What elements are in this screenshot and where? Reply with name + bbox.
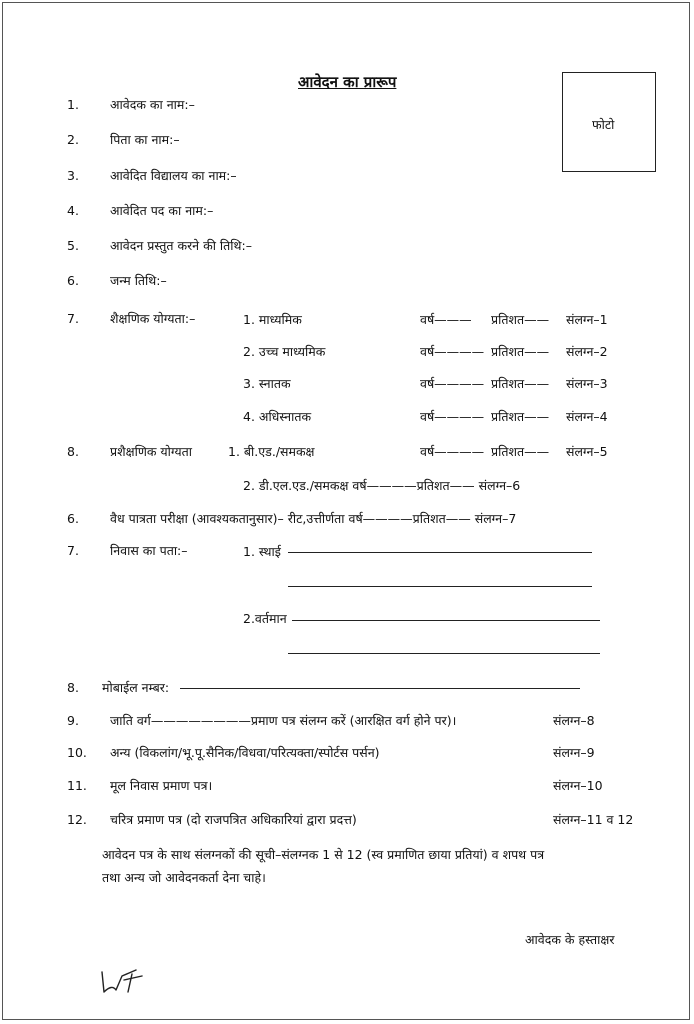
training-row-2: 2. डी.एल.एड./समकक्ष वर्ष————प्रतिशत—— संलग्न–6 [243,478,521,493]
character-enclosure: संलग्न–11 व 12 [553,812,634,827]
address-permanent-label: 1. स्थाई [243,544,281,559]
caste-enclosure: संलग्न–8 [553,713,595,728]
field-1-label: आवेदक का नाम:– [110,97,195,112]
caste-text: जाति वर्ग————————प्रमाण पत्र संलग्न करें (आरक्षित वर्ग होने पर)। [110,713,457,728]
domicile-text: मूल निवास प्रमाण पत्र। [110,778,213,793]
note-line-1: आवेदन पत्र के साथ संलग्नकों की सूची–संलग्नक 1 से 12 (स्व प्रमाणित छाया प्रतियां) व शपथ पत्र [102,847,545,862]
education-label: शैक्षणिक योग्यता:– [110,311,196,326]
field-4-number: 4. [67,203,79,218]
education-enclosure: संलग्न–4 [566,409,608,424]
address-number: 7. [67,543,79,558]
mobile-line [180,688,580,689]
education-percent: प्रतिशत—— [491,409,550,424]
training-label: प्रशैक्षणिक योग्यता [110,444,193,459]
education-number: 7. [67,311,79,326]
eligibility-text: वैध पात्रता परीक्षा (आवश्यकतानुसार)– रीट,उत्तीर्णता वर्ष————प्रतिशत—— संलग्न–7 [110,511,517,526]
address-current-line [292,620,600,621]
note-line-2: तथा अन्य जो आवेदनकर्ता देना चाहे। [102,870,266,885]
other-text: अन्य (विकलांग/भू.पू.सैनिक/विधवा/परित्यक्ता/स्पोर्टस पर्सन) [110,745,380,760]
address-current-label: 2.वर्तमान [243,611,287,626]
address-current-line-2 [288,653,600,654]
field-4-label: आवेदित पद का नाम:– [110,203,214,218]
address-label: निवास का पता:– [110,543,188,558]
other-enclosure: संलग्न–9 [553,745,595,760]
signature-label: आवेदक के हस्ताक्षर [525,932,615,947]
mobile-label: मोबाईल नम्बर: [102,680,170,695]
education-year: वर्ष——— [420,312,472,327]
training-enclosure: संलग्न–5 [566,444,608,459]
training-level: 1. बी.एड./समकक्ष [228,444,315,459]
field-6-label: जन्म तिथि:– [110,273,167,288]
field-3-number: 3. [67,168,79,183]
handwritten-initials [98,966,148,996]
photo-label: फोटो [592,117,615,132]
field-2-label: पिता का नाम:– [110,132,180,147]
education-percent: प्रतिशत—— [491,344,550,359]
eligibility-number: 6. [67,511,79,526]
field-6-number: 6. [67,273,79,288]
education-percent: प्रतिशत—— [491,312,550,327]
training-percent: प्रतिशत—— [491,444,550,459]
field-3-label: आवेदित विद्यालय का नाम:– [110,168,237,183]
address-permanent-line [288,552,592,553]
field-1-number: 1. [67,97,79,112]
training-number: 8. [67,444,79,459]
address-permanent-line-2 [288,586,592,587]
other-number: 10. [67,745,87,760]
education-enclosure: संलग्न–2 [566,344,608,359]
education-enclosure: संलग्न–3 [566,376,608,391]
field-5-label: आवेदन प्रस्तुत करने की तिथि:– [110,238,252,253]
education-year: वर्ष———— [420,409,485,424]
field-5-number: 5. [67,238,79,253]
domicile-enclosure: संलग्न–10 [553,778,603,793]
mobile-number-index: 8. [67,680,79,695]
character-number: 12. [67,812,87,827]
education-year: वर्ष———— [420,344,485,359]
training-year: वर्ष———— [420,444,485,459]
character-text: चरित्र प्रमाण पत्र (दो राजपत्रित अधिकारियां द्वारा प्रदत्त) [110,812,357,827]
page-title: आवेदन का प्रारूप [298,73,397,91]
education-level: 2. उच्च माध्यमिक [243,344,326,359]
education-level: 4. अधिस्नातक [243,409,312,424]
education-level: 1. माध्यमिक [243,312,302,327]
field-2-number: 2. [67,132,79,147]
education-level: 3. स्नातक [243,376,291,391]
education-year: वर्ष———— [420,376,485,391]
caste-number: 9. [67,713,79,728]
education-percent: प्रतिशत—— [491,376,550,391]
domicile-number: 11. [67,778,87,793]
education-enclosure: संलग्न–1 [566,312,608,327]
